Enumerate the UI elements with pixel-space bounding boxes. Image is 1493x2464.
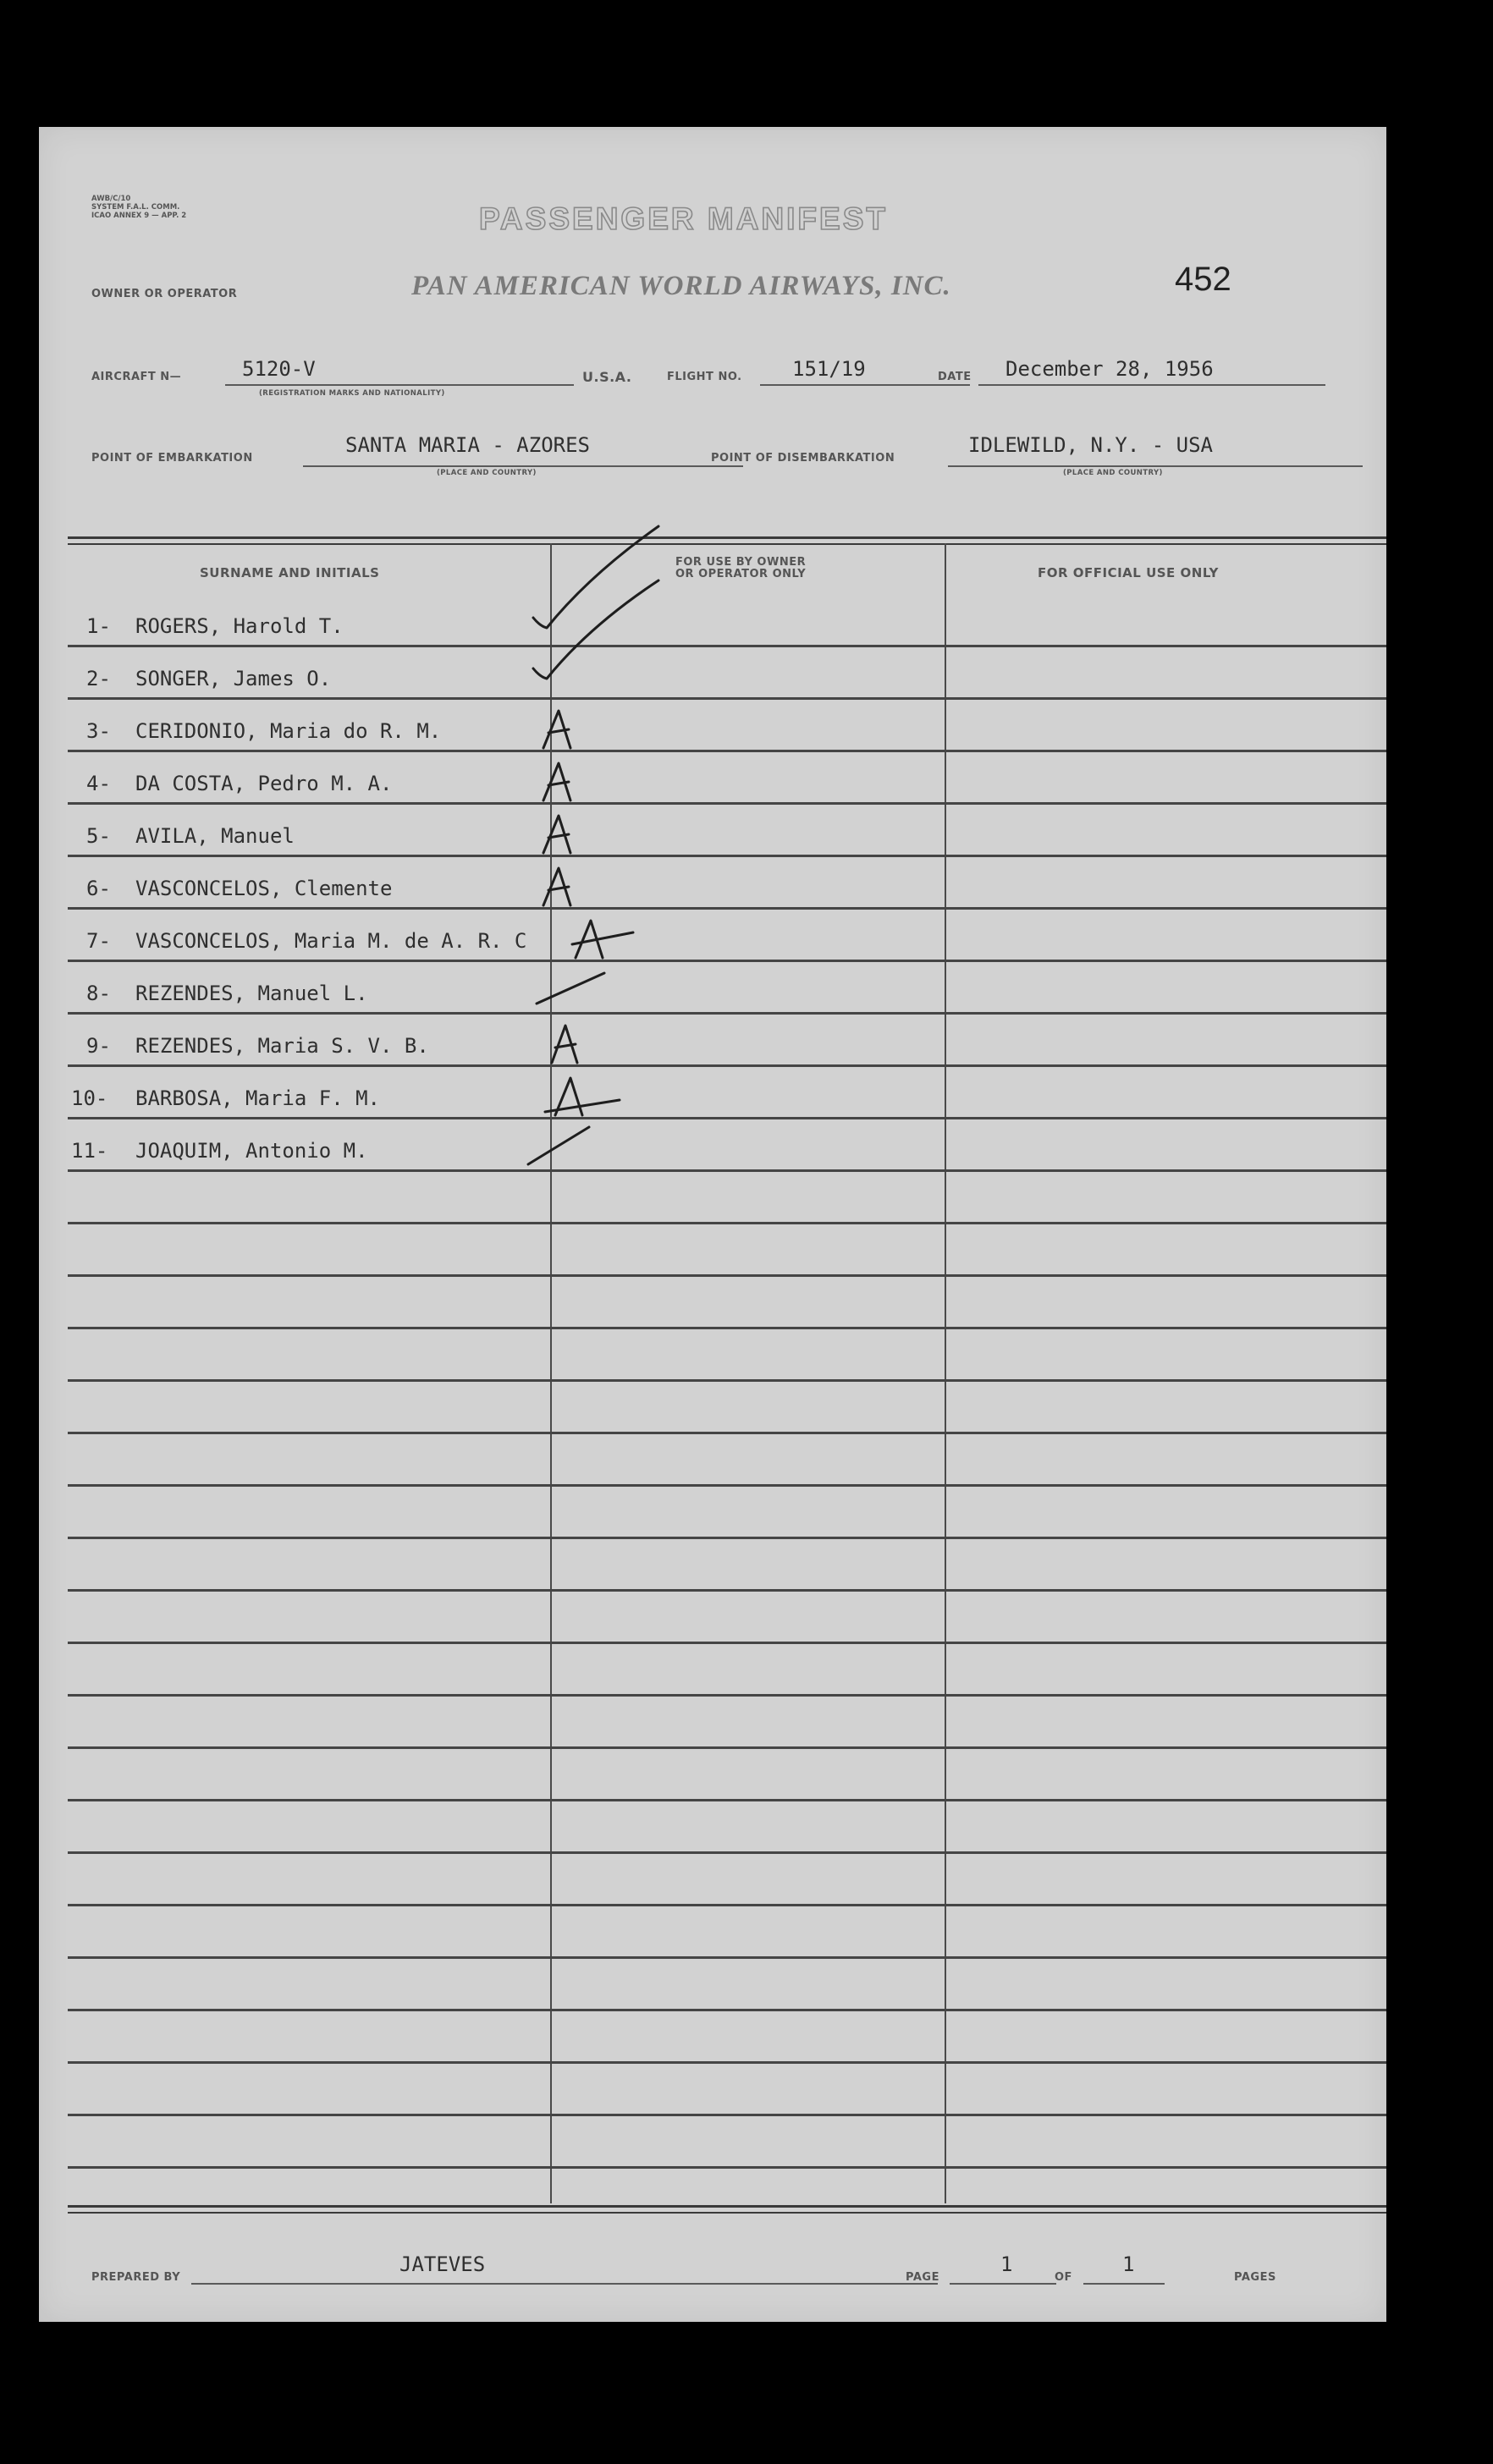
column-header-owner-use-line: OR OPERATOR ONLY <box>675 568 807 580</box>
disembarkation-sub-label: (PLACE AND COUNTRY) <box>1063 469 1163 477</box>
passenger-name: BARBOSA, Maria F. M. <box>135 1086 380 1110</box>
passenger-number: 2- <box>86 667 111 690</box>
prepared-by-label: PREPARED BY <box>91 2271 181 2284</box>
embarkation-value: SANTA MARIA - AZORES <box>345 433 590 457</box>
letter-a-slash-row-7 <box>572 921 633 958</box>
passenger-name: REZENDES, Manuel L. <box>135 982 368 1005</box>
of-label: OF <box>1055 2271 1072 2284</box>
passenger-number: 7- <box>86 929 111 953</box>
checkmark-row-2 <box>533 580 658 679</box>
passenger-number: 8- <box>86 982 111 1005</box>
checkmark-row-1 <box>533 526 658 628</box>
disembarkation-value: IDLEWILD, N.Y. - USA <box>968 433 1213 457</box>
column-header-official: FOR OFFICIAL USE ONLY <box>1038 565 1219 580</box>
table-bottom-rule-2 <box>68 2212 1386 2214</box>
of-underline <box>1083 2283 1165 2285</box>
prepared-by-underline <box>191 2283 938 2285</box>
slash-row-8 <box>537 973 604 1004</box>
passenger-number: 6- <box>86 877 111 900</box>
aircraft-label: AIRCRAFT N— <box>91 371 182 383</box>
prepared-by-value: JATEVES <box>399 2252 486 2276</box>
passenger-number: 5- <box>86 824 111 848</box>
passenger-name: DA COSTA, Pedro M. A. <box>135 772 393 795</box>
letter-a-row-4 <box>543 763 570 800</box>
form-code-line: AWB/C/10 <box>91 195 131 203</box>
flight-label: FLIGHT NO. <box>667 371 742 383</box>
flight-value: 151/19 <box>792 357 866 381</box>
column-header-surname: SURNAME AND INITIALS <box>200 565 380 580</box>
handwritten-marks <box>39 127 1386 2322</box>
pages-label: PAGES <box>1234 2271 1276 2284</box>
disembarkation-label: POINT OF DISEMBARKATION <box>711 452 895 465</box>
manifest-paper <box>39 127 1386 2322</box>
form-code-line: SYSTEM F.A.L. COMM. <box>91 203 180 212</box>
page-number: 452 <box>1175 261 1231 298</box>
passenger-number: 11- <box>71 1139 108 1163</box>
embarkation-sub-label: (PLACE AND COUNTRY) <box>437 469 537 477</box>
passenger-name: SONGER, James O. <box>135 667 332 690</box>
aircraft-sub-label: (REGISTRATION MARKS AND NATIONALITY) <box>259 389 445 398</box>
page-title: PASSENGER MANIFEST <box>479 201 888 236</box>
passenger-name: VASCONCELOS, Clemente <box>135 877 393 900</box>
passenger-number: 3- <box>86 719 111 743</box>
letter-a-row-3 <box>543 711 570 748</box>
aircraft-suffix: U.S.A. <box>582 369 632 385</box>
letter-a-row-5 <box>543 816 570 853</box>
letter-a-slash-row-10 <box>545 1078 620 1115</box>
column-header-owner-use-line: FOR USE BY OWNER <box>675 556 807 569</box>
page-label: PAGE <box>906 2271 939 2284</box>
of-value: 1 <box>1122 2252 1135 2276</box>
passenger-name: ROGERS, Harold T. <box>135 614 344 638</box>
slash-row-11 <box>528 1127 589 1164</box>
aircraft-value: 5120-V <box>242 357 316 381</box>
passenger-name: VASCONCELOS, Maria M. de A. R. C <box>135 929 527 953</box>
passenger-name: CERIDONIO, Maria do R. M. <box>135 719 442 743</box>
owner-value: PAN AMERICAN WORLD AIRWAYS, INC. <box>411 271 951 301</box>
form-code-line: ICAO ANNEX 9 — APP. 2 <box>91 212 187 220</box>
passenger-number: 10- <box>71 1086 108 1110</box>
page-value: 1 <box>1000 2252 1013 2276</box>
embarkation-label: POINT OF EMBARKATION <box>91 452 253 465</box>
passenger-name: AVILA, Manuel <box>135 824 295 848</box>
owner-label: OWNER OR OPERATOR <box>91 288 238 300</box>
date-label: DATE <box>938 371 972 383</box>
letter-a-row-6 <box>543 868 570 905</box>
passenger-number: 4- <box>86 772 111 795</box>
page-underline <box>950 2283 1056 2285</box>
table-bottom-rule <box>68 2205 1386 2208</box>
passenger-name: JOAQUIM, Antonio M. <box>135 1139 368 1163</box>
letter-a-row-9 <box>552 1026 577 1063</box>
passenger-number: 9- <box>86 1034 111 1058</box>
passenger-name: REZENDES, Maria S. V. B. <box>135 1034 429 1058</box>
date-value: December 28, 1956 <box>1005 357 1214 381</box>
passenger-number: 1- <box>86 614 111 638</box>
